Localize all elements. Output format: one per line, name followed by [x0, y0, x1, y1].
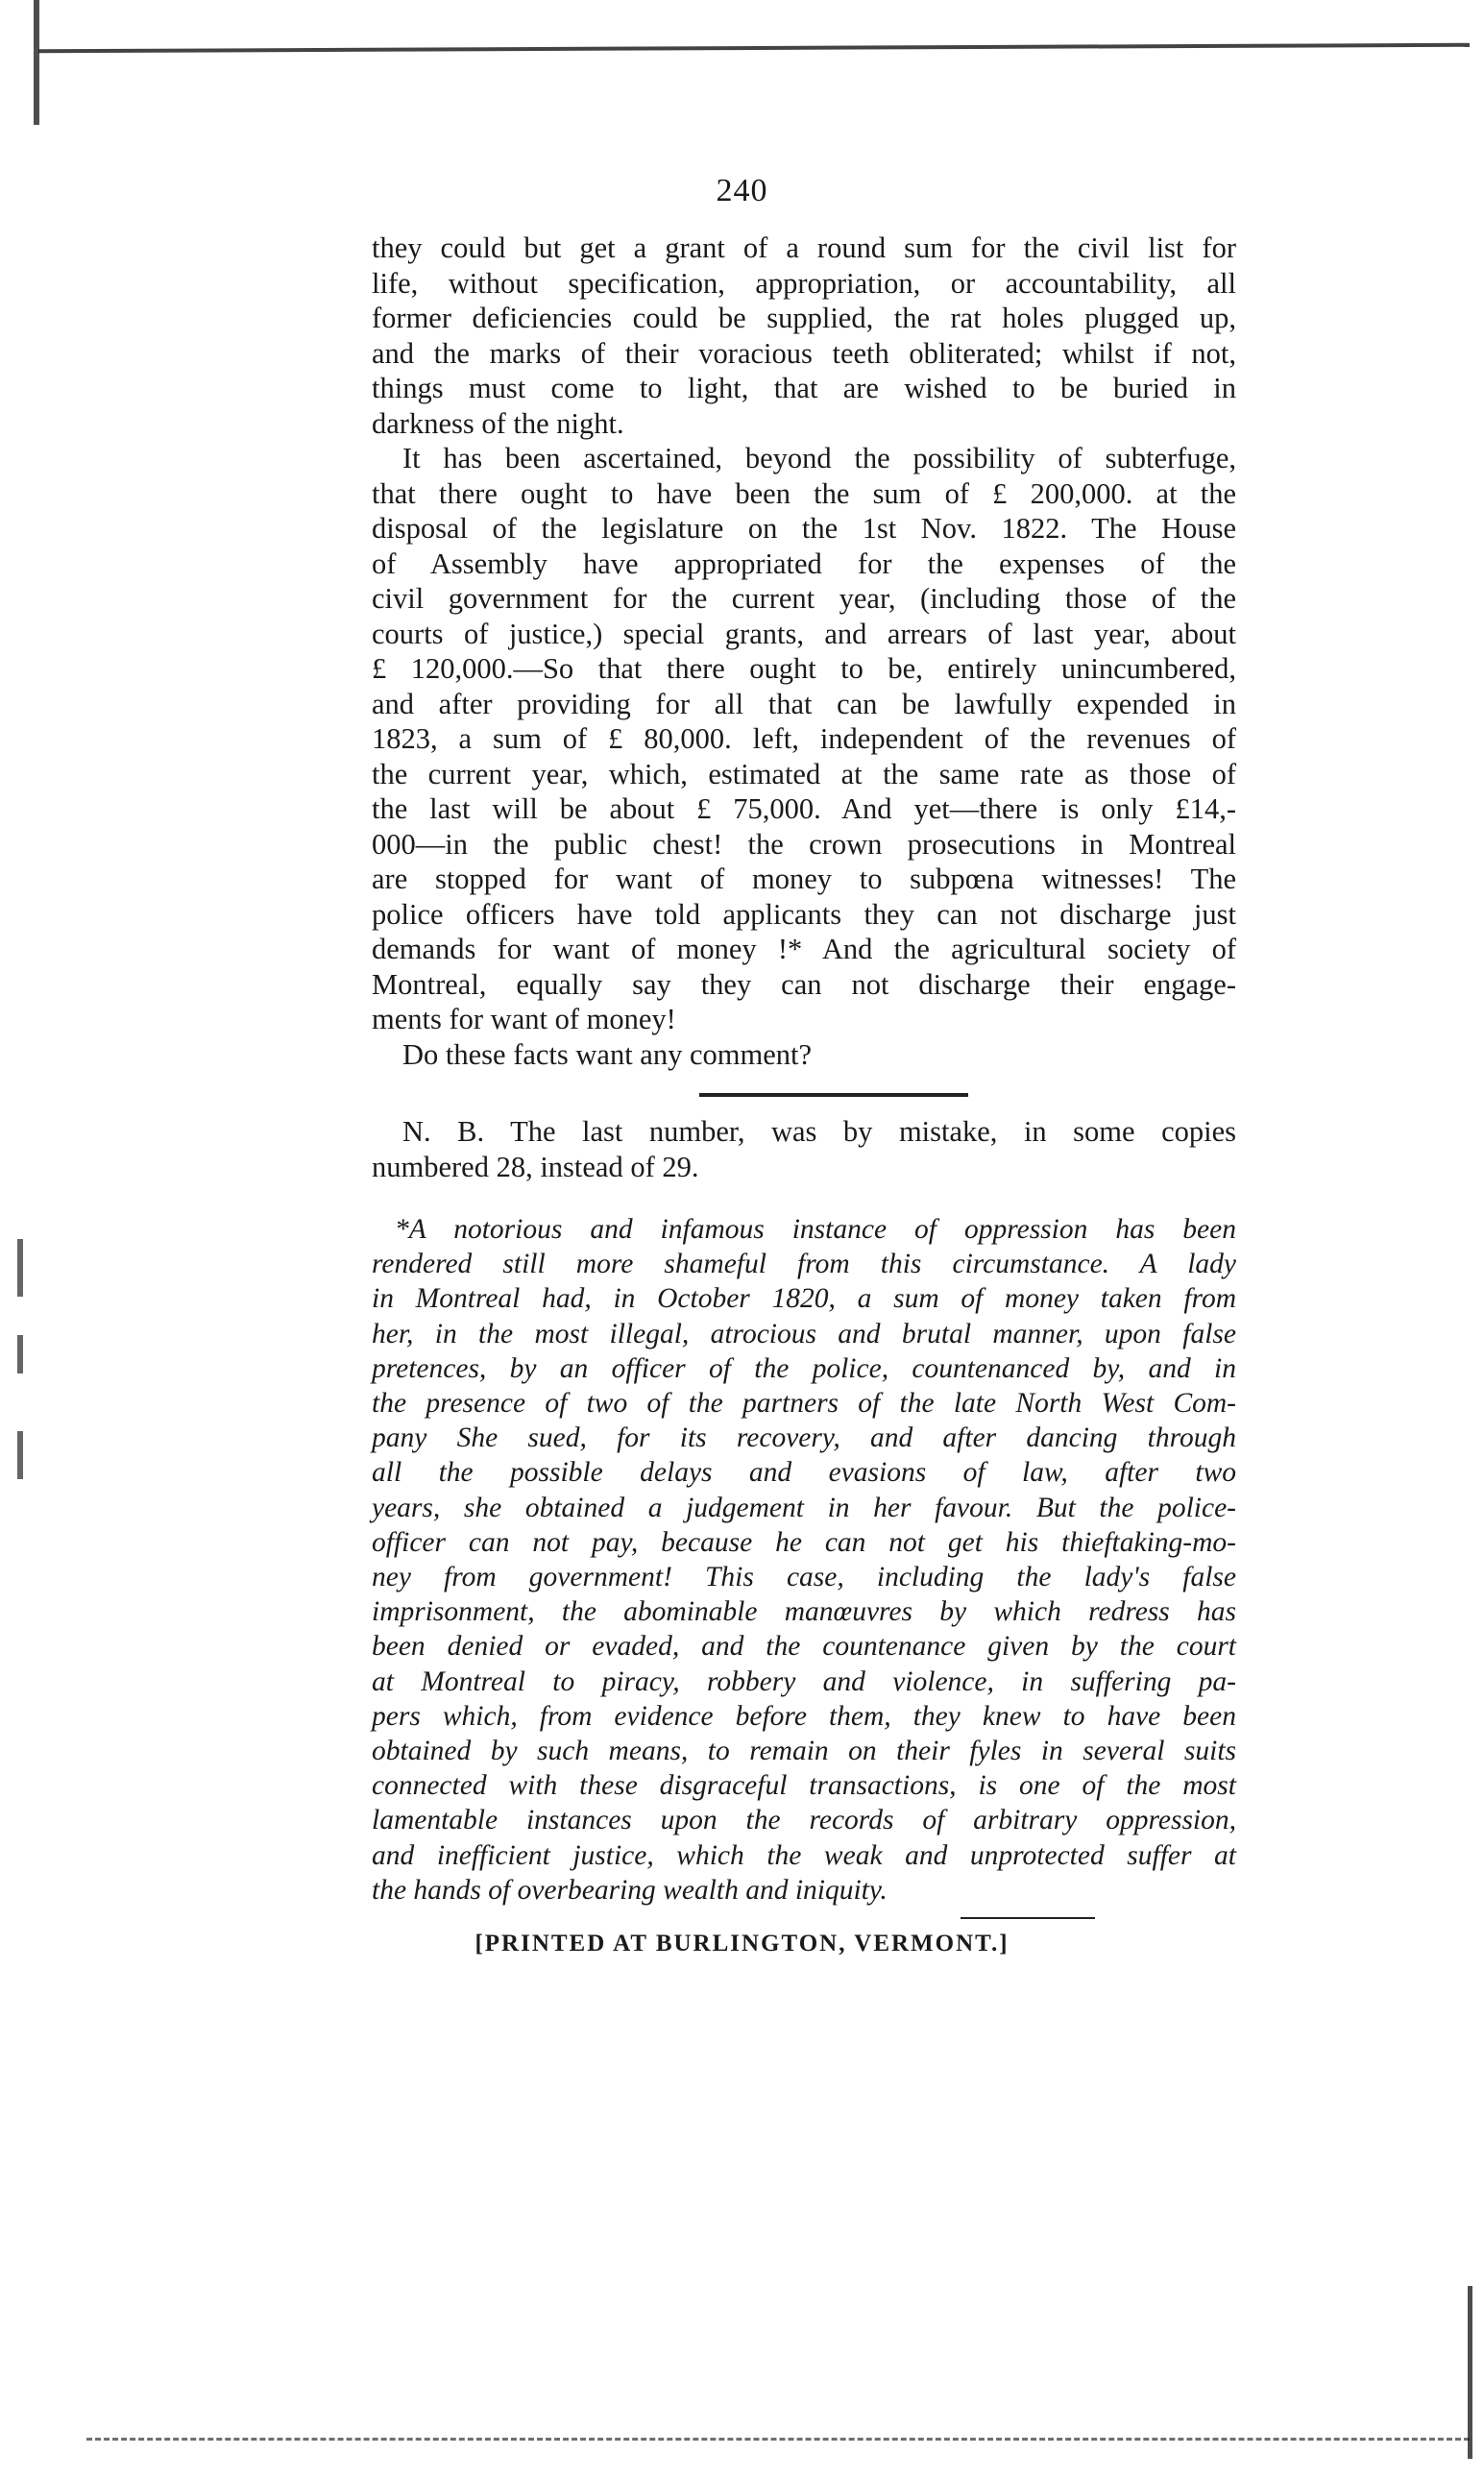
footnote-line: obtained by such means, to remain on their fyles in several suits	[372, 1736, 1236, 1767]
footnote-line: pretences, by an officer of the police, countenanced by, and in	[372, 1352, 1236, 1384]
page-edge-right	[1468, 2286, 1472, 2459]
footnote-line: the hands of overbearing wealth and iniquity.	[372, 1874, 888, 1906]
text-line: police officers have told applicants they can not discharge just	[372, 897, 1236, 931]
text-line: £ 120,000.—So that there ought to be, entirely unincumbered,	[372, 652, 1236, 685]
text-line: It has been ascertained, beyond the possibility of subterfuge,	[402, 442, 1236, 474]
text-line: courts of justice,) special grants, and arrears of last year, about	[372, 617, 1236, 650]
footnote-line: imprisonment, the abominable manœuvres by which redress has	[372, 1596, 1236, 1628]
text-line: Montreal, equally say they can not discharge their engage-	[372, 967, 1236, 1001]
text-line: things must come to light, that are wished to be buried in	[372, 372, 1236, 404]
section-rule	[699, 1093, 968, 1097]
text-line: the current year, which, estimated at the same rate as those of	[372, 757, 1236, 790]
text-line: ments for want of money!	[372, 1003, 676, 1035]
page-number: 240	[716, 173, 768, 208]
main-text	[372, 231, 1236, 1072]
text-line: that there ought to have been the sum of £ 200,000. at the	[372, 476, 1236, 510]
footnote-line: connected with these disgraceful transactions, is one of the most	[372, 1770, 1236, 1802]
footnote-rule	[961, 1917, 1095, 1919]
text-line: civil government for the current year, (including those of the	[372, 582, 1236, 615]
text-line: they could but get a grant of a round sum for the civil list for	[372, 231, 1236, 264]
text-line: disposal of the legislature on the 1st Nov. 1822. The House	[372, 512, 1236, 545]
text-line: former deficiencies could be supplied, the rat holes plugged up,	[372, 302, 1236, 334]
footnote-line: and inefficient justice, which the weak and unprotected suffer at	[372, 1839, 1236, 1871]
text-line: demands for want of money !* And the agricultural society of	[372, 933, 1236, 965]
margin-mark	[17, 1431, 23, 1479]
text-line: are stopped for want of money to subpœna witnesses! The	[372, 863, 1236, 895]
text-line: N. B. The last number, was by mistake, in some copies	[402, 1115, 1236, 1148]
text-line: the last will be about £ 75,000. And yet—there is only £14,-	[372, 792, 1236, 825]
text-line: and the marks of their voracious teeth obliterated; whilst if not,	[372, 336, 1236, 370]
nota-bene	[372, 1114, 1236, 1184]
page-edge-bottom	[86, 2438, 1470, 2441]
footnote-line: her, in the most illegal, atrocious and brutal manner, upon false	[372, 1318, 1236, 1349]
footnote-line: been denied or evaded, and the countenance given by the court	[372, 1631, 1236, 1663]
margin-mark	[17, 1335, 23, 1373]
footnote-line: rendered still more shameful from this circumstance. A lady	[372, 1249, 1236, 1280]
footnote-line: at Montreal to piracy, robbery and violence, in suffering pa-	[372, 1665, 1236, 1697]
page-edge-top	[38, 43, 1470, 63]
footnote-line: the presence of two of the partners of the late North West Com-	[372, 1388, 1236, 1420]
footnote-line: *A notorious and infamous instance of oppression has been	[395, 1214, 1236, 1245]
text-line: of Assembly have appropriated for the expenses of the	[372, 547, 1236, 580]
footnote-line: years, she obtained a judgement in her favour. But the police-	[372, 1492, 1236, 1523]
page-edge-left	[34, 0, 39, 125]
text-line: darkness of the night.	[372, 406, 624, 440]
footnote-line: ney from government! This case, including the lady's false	[372, 1562, 1236, 1593]
printer-imprint: [PRINTED AT BURLINGTON, VERMONT.]	[474, 1931, 1010, 1956]
text-line: 000—in the public chest! the crown prosecutions in Montreal	[372, 827, 1236, 861]
text-line: Do these facts want any comment?	[402, 1037, 813, 1071]
footnote-line: lamentable instances upon the records of arbitrary oppression,	[372, 1805, 1236, 1836]
text-line: and after providing for all that can be lawfully expended in	[372, 687, 1236, 720]
footnote-line: all the possible delays and evasions of law, after two	[372, 1457, 1236, 1489]
text-line: life, without specification, appropriation, or accountability, all	[372, 266, 1236, 300]
margin-mark	[17, 1239, 23, 1297]
footnote-line: pers which, from evidence before them, they knew to have been	[372, 1700, 1236, 1732]
text-line: numbered 28, instead of 29.	[372, 1150, 699, 1183]
text-line: 1823, a sum of £ 80,000. left, independent of the revenues of	[372, 722, 1236, 755]
footnote-line: officer can not pay, because he can not get his thieftaking-mo-	[372, 1526, 1236, 1558]
footnote-line: pany She sued, for its recovery, and after dancing through	[372, 1422, 1236, 1454]
footnote	[372, 1212, 1236, 1908]
footnote-line: in Montreal had, in October 1820, a sum of money taken from	[372, 1283, 1236, 1315]
